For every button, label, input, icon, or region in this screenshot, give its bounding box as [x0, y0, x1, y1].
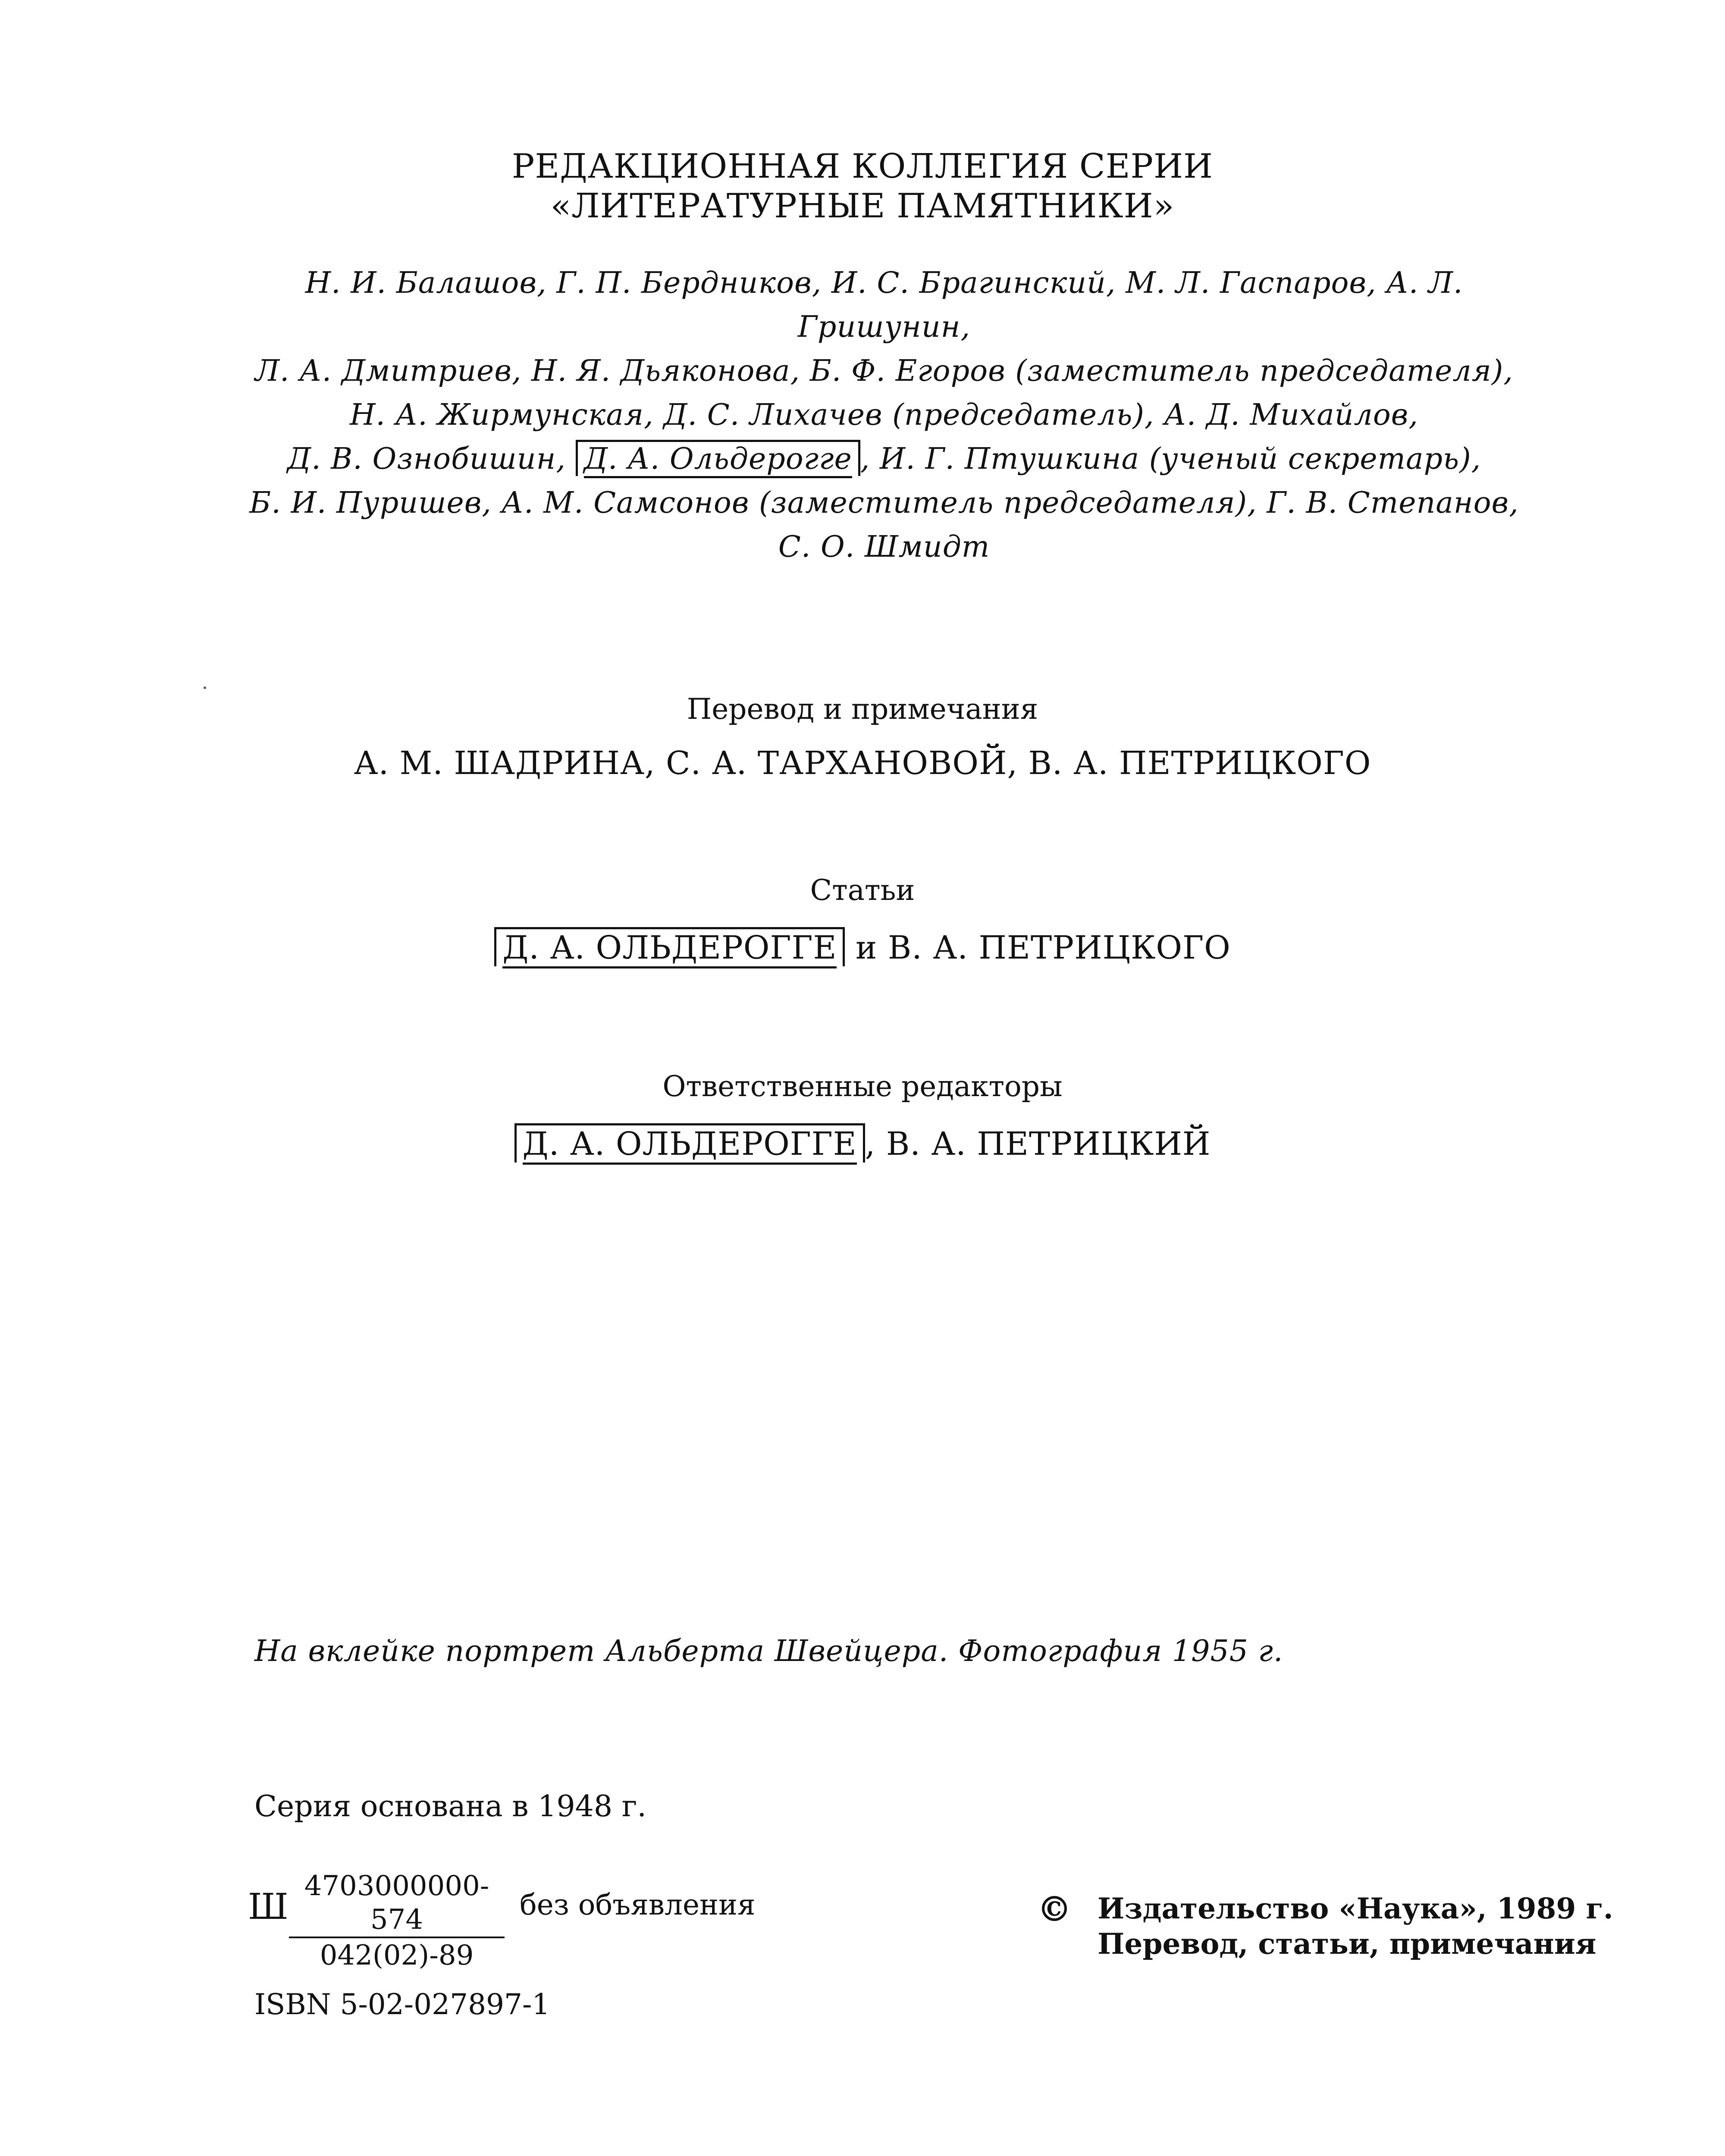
framed-editors-name: Д. А. ОЛЬДЕРОГГЕ — [523, 1125, 857, 1165]
copyright-notice — [1098, 1891, 1613, 1962]
isbn: ISBN 5-02-027897-1 — [254, 1988, 550, 2021]
heading-line-1: РЕДАКЦИОННАЯ КОЛЛЕГИЯ СЕРИИ — [511, 147, 1214, 186]
memorial-frame — [576, 440, 860, 476]
articles-names — [0, 928, 1725, 967]
code-numerator: 4703000000-574 — [289, 1869, 505, 1938]
heading-line-2: «ЛИТЕРАТУРНЫЕ ПАМЯТНИКИ» — [550, 187, 1175, 226]
translation-label: Перевод и примечания — [687, 693, 1038, 726]
board-line-4-end: , И. Г. Птушкина (ученый секретарь), — [860, 442, 1481, 476]
frontispiece-caption: На вклейке портрет Альберта Швейцера. Фотография 1955 г. — [254, 1634, 1283, 1668]
articles-names-rest: и В. А. ПЕТРИЦКОГО — [845, 929, 1231, 966]
board-line-2: Л. А. Дмитриев, Н. Я. Дьяконова, Б. Ф. Егоров (заместитель председателя), — [255, 354, 1513, 388]
editors-label: Ответственные редакторы — [662, 1070, 1063, 1103]
series-founded: Серия основана в 1948 г. — [254, 1789, 647, 1824]
framed-articles-name: Д. А. ОЛЬДЕРОГГЕ — [502, 929, 837, 968]
copyright-line-1: Издательство «Наука», 1989 г. — [1098, 1892, 1613, 1925]
editorial-board-members — [242, 261, 1527, 569]
articles-block — [0, 873, 1725, 967]
board-line-5: Б. И. Пуришев, А. М. Самсонов (заместитель председателя), Г. В. Степанов, — [249, 486, 1519, 520]
code-fraction — [289, 1869, 505, 1973]
board-line-1: Н. И. Балашов, Г. П. Бердников, И. С. Брагинский, М. Л. Гаспаров, А. Л. Гришунин, — [305, 266, 1463, 344]
board-line-3: Н. А. Жирмунская, Д. С. Лихачев (председатель), А. Д. Михайлов, — [350, 398, 1418, 432]
framed-board-name: Д. А. Ольдерогге — [584, 442, 852, 478]
editors-names — [0, 1125, 1725, 1163]
code-note: без объявления — [520, 1888, 756, 1921]
editors-block — [0, 1069, 1725, 1163]
translation-block — [0, 692, 1725, 783]
editorial-board-heading — [0, 147, 1725, 226]
catalog-code — [248, 1869, 852, 1971]
copyright-icon: © — [1037, 1889, 1072, 1929]
memorial-frame — [494, 927, 845, 966]
articles-label: Статьи — [810, 874, 915, 907]
code-denominator: 042(02)-89 — [320, 1940, 474, 1971]
code-letter: Ш — [248, 1887, 289, 1927]
board-line-4 — [242, 437, 1527, 481]
board-line-4-start: Д. В. Ознобишин, — [287, 442, 576, 476]
print-speck — [204, 686, 206, 689]
editors-names-rest: , В. А. ПЕТРИЦКИЙ — [865, 1125, 1211, 1163]
copyright-line-2: Перевод, статьи, примечания — [1098, 1927, 1596, 1961]
translation-names: А. М. ШАДРИНА, С. А. ТАРХАНОВОЙ, В. А. ПЕТРИЦКОГО — [354, 745, 1371, 782]
board-line-6: С. О. Шмидт — [778, 530, 990, 564]
memorial-frame — [514, 1123, 865, 1163]
